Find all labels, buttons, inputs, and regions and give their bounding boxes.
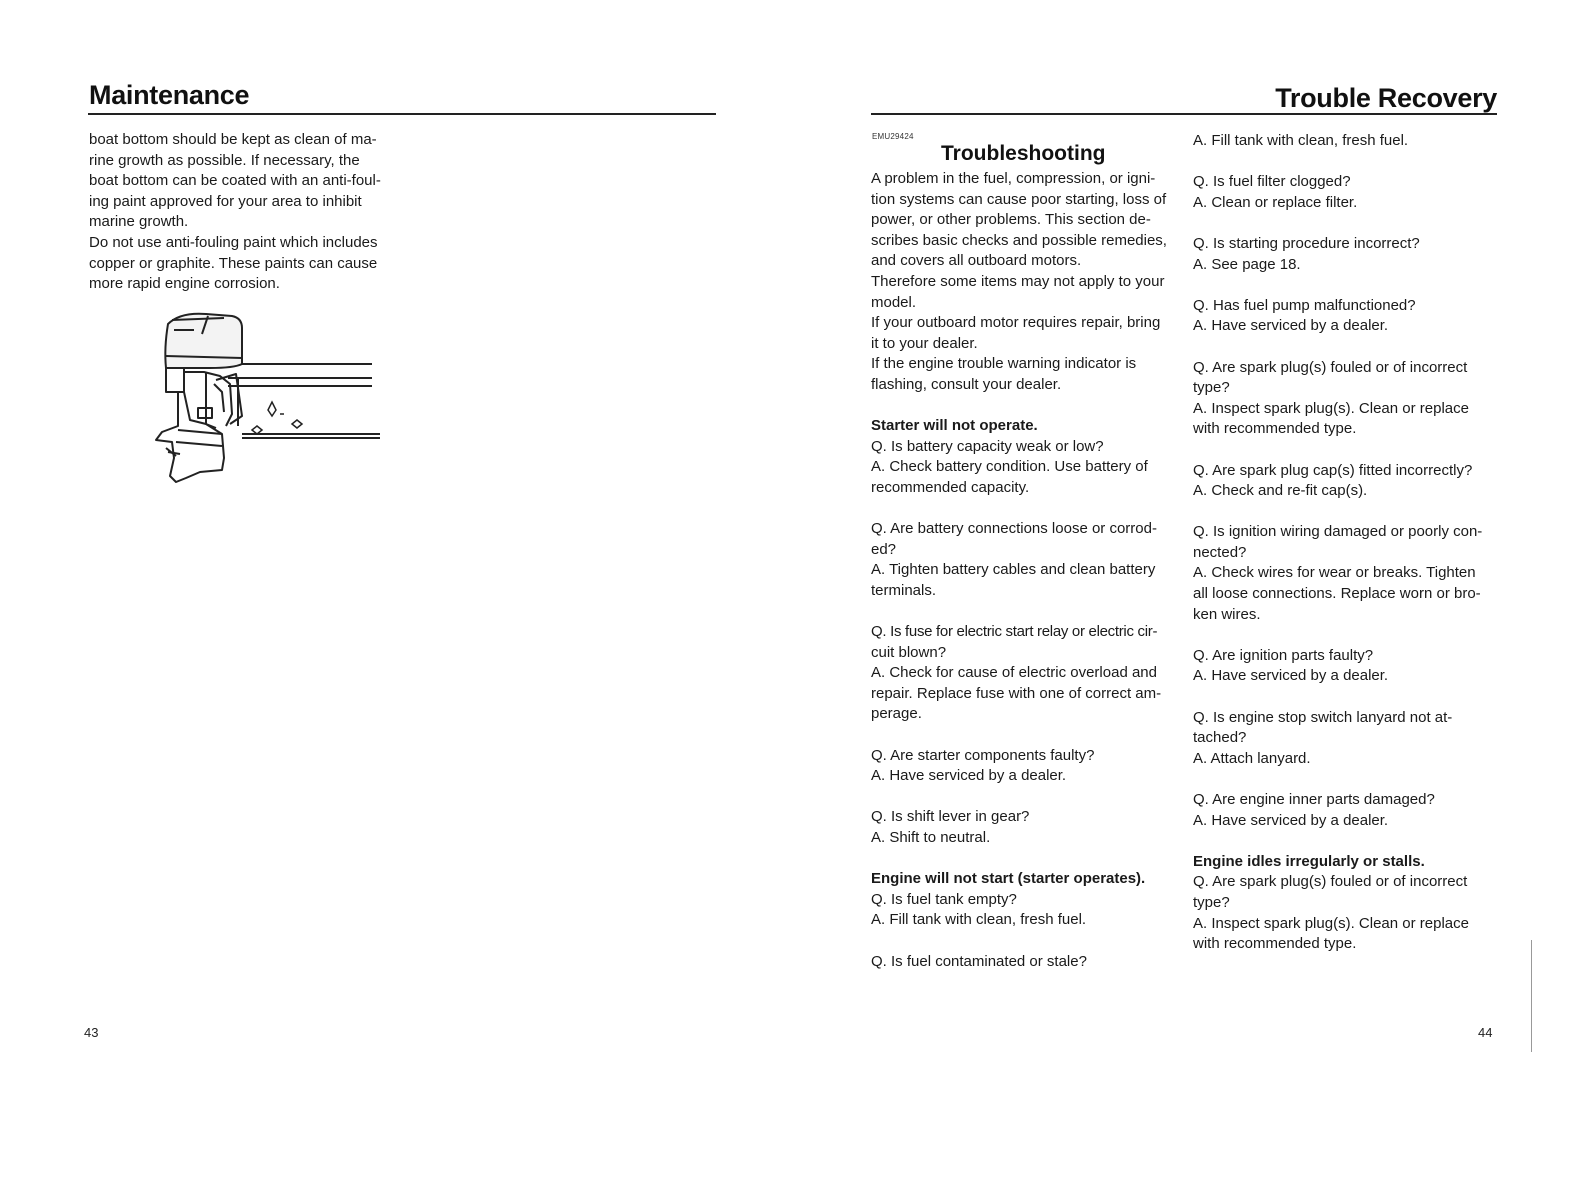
section-code: EMU29424 xyxy=(872,132,914,141)
text-line: model. xyxy=(871,293,917,311)
right-page-header: Trouble Recovery xyxy=(1275,83,1497,113)
text-line: with recommended type. xyxy=(1193,935,1357,953)
text-line: rine growth as possible. If necessary, the xyxy=(89,151,360,169)
text-line: more rapid engine corrosion. xyxy=(89,275,280,293)
text-line: scribes basic checks and possible remedies, xyxy=(871,231,1167,249)
text-line: and covers all outboard motors. xyxy=(871,252,1082,270)
text-line: with recommended type. xyxy=(1193,420,1357,438)
text-line: Q. Are spark plug(s) fouled or of incorrect xyxy=(1193,873,1468,891)
right-page-number: 44 xyxy=(1478,1025,1493,1040)
text-line: A. Tighten battery cables and clean battery xyxy=(871,561,1156,579)
text-line: cuit blown? xyxy=(871,643,947,661)
section-title: Troubleshooting xyxy=(941,142,1106,165)
text-line: A. Fill tank with clean, fresh fuel. xyxy=(871,911,1087,929)
engine-heading: Engine will not start (starter operates). xyxy=(871,870,1146,888)
text-line: Q. Is ignition wiring damaged or poorly con- xyxy=(1193,523,1483,541)
text-line: A. Have serviced by a dealer. xyxy=(1193,667,1389,685)
right-column-1 xyxy=(871,169,1173,972)
text-line: marine growth. xyxy=(89,213,189,231)
text-line: copper or graphite. These paints can cause xyxy=(89,254,378,272)
text-line: A. Attach lanyard. xyxy=(1193,749,1311,767)
text-line: Q. Are ignition parts faulty? xyxy=(1193,646,1374,664)
text-line: If your outboard motor requires repair, bring xyxy=(871,314,1161,332)
text-line: all loose connections. Replace worn or bro- xyxy=(1193,585,1481,603)
right-header-rule xyxy=(871,113,1497,115)
text-line: Q. Is battery capacity weak or low? xyxy=(871,437,1104,455)
starter-heading: Starter will not operate. xyxy=(871,417,1038,435)
text-line: ken wires. xyxy=(1193,605,1261,623)
text-line: A. Shift to neutral. xyxy=(871,829,991,846)
text-line: ing paint approved for your area to inhibit xyxy=(89,192,362,210)
text-line: Q. Is fuse for electric start relay or electric cir- xyxy=(871,623,1158,641)
text-line: Q. Is fuel contaminated or stale? xyxy=(871,952,1087,970)
text-line: A. Check and re-fit cap(s). xyxy=(1193,482,1368,500)
text-line: Q. Is starting procedure incorrect? xyxy=(1193,234,1420,252)
text-line: ed? xyxy=(871,540,897,558)
text-line: it to your dealer. xyxy=(871,334,978,352)
text-line: A. Clean or replace filter. xyxy=(1193,193,1358,211)
text-line: A. Have serviced by a dealer. xyxy=(1193,317,1389,335)
text-line: recommended capacity. xyxy=(871,478,1030,496)
text-line: Q. Are battery connections loose or corrod- xyxy=(871,520,1157,538)
text-line: nected? xyxy=(1193,543,1247,561)
text-line: type? xyxy=(1193,893,1230,911)
text-line: Q. Has fuel pump malfunctioned? xyxy=(1193,296,1416,314)
text-line: type? xyxy=(1193,379,1230,397)
text-line: Q. Is engine stop switch lanyard not at- xyxy=(1193,708,1453,726)
text-line: Q. Is fuel tank empty? xyxy=(871,890,1017,908)
text-line: A. Fill tank with clean, fresh fuel. xyxy=(1193,132,1409,149)
text-line: A. Have serviced by a dealer. xyxy=(1193,811,1389,829)
left-page-header: Maintenance xyxy=(89,80,250,110)
text-line: terminals. xyxy=(871,581,937,599)
text-line: Q. Is fuel filter clogged? xyxy=(1193,173,1351,191)
text-line: tion systems can cause poor starting, loss of xyxy=(871,190,1167,208)
text-line: A. Inspect spark plug(s). Clean or replace xyxy=(1193,399,1469,417)
text-line: boat bottom should be kept as clean of ma- xyxy=(89,131,377,148)
text-line: A. Check for cause of electric overload and xyxy=(871,664,1157,682)
text-line: A. Check battery condition. Use battery of xyxy=(871,458,1148,476)
text-line: Q. Are spark plug(s) fouled or of incorrect xyxy=(1193,358,1468,376)
text-line: A. See page 18. xyxy=(1193,255,1301,273)
text-line: Q. Is shift lever in gear? xyxy=(871,808,1030,826)
text-line: If the engine trouble warning indicator is xyxy=(871,355,1137,373)
text-line: Therefore some items may not apply to your xyxy=(871,272,1165,290)
text-line: repair. Replace fuse with one of correct am- xyxy=(871,684,1162,702)
left-body-text xyxy=(89,130,391,295)
text-line: boat bottom can be coated with an anti-foul- xyxy=(89,172,381,190)
left-page-number: 43 xyxy=(84,1025,99,1040)
text-line: A. Inspect spark plug(s). Clean or replace xyxy=(1193,914,1469,932)
text-line: Q. Are spark plug cap(s) fitted incorrectly? xyxy=(1193,461,1473,479)
text-line: Do not use anti-fouling paint which includes xyxy=(89,233,378,251)
text-line: A. Have serviced by a dealer. xyxy=(871,767,1067,785)
text-line: power, or other problems. This section de- xyxy=(871,211,1151,229)
text-line: A. Check wires for wear or breaks. Tighten xyxy=(1193,564,1476,582)
text-line: A problem in the fuel, compression, or igni- xyxy=(871,170,1156,187)
outboard-motor-illustration xyxy=(150,308,390,492)
text-line: Q. Are starter components faulty? xyxy=(871,746,1095,764)
text-line: flashing, consult your dealer. xyxy=(871,375,1062,393)
text-line: Q. Are engine inner parts damaged? xyxy=(1193,791,1435,808)
text-line: perage. xyxy=(871,705,922,723)
page-edge-line xyxy=(1531,940,1532,1052)
text-line: tached? xyxy=(1193,729,1247,747)
idle-heading: Engine idles irregularly or stalls. xyxy=(1193,852,1425,870)
left-header-rule xyxy=(88,113,716,115)
right-column-2 xyxy=(1193,131,1496,955)
